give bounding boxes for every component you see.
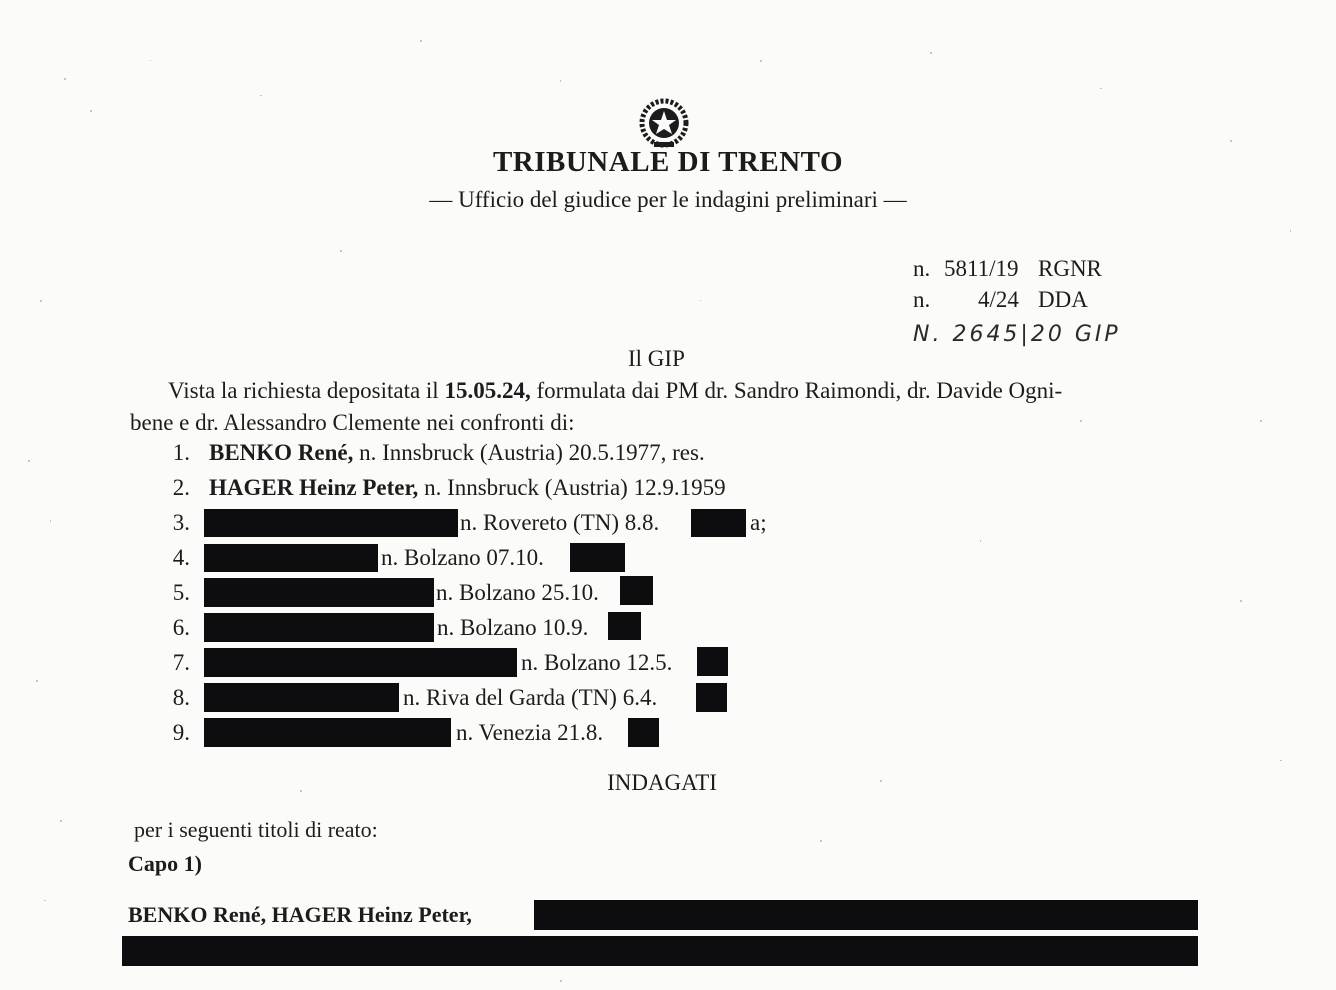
indagati-heading: INDAGATI [607,770,717,795]
redaction-block [628,718,659,747]
redaction-block [691,509,746,537]
redaction-block [204,544,378,572]
gip-title: Il GIP [628,346,685,371]
redaction-block [570,543,625,572]
charges-intro: per i seguenti titoli di reato: [134,817,378,842]
birth-details: n. Bolzano 07.10. [381,545,544,570]
suspect-name: BENKO René, [209,440,354,465]
birth-details: n. Rovereto (TN) 8.8. [460,510,660,535]
list-item-number: 7. [172,650,190,675]
dda-label: DDA [1038,287,1088,312]
dda-prefix: n. [913,287,931,312]
redaction-block [534,900,1198,930]
request-date: 15.05.24, [444,378,531,403]
list-item-number: 6. [172,615,190,640]
intro-line-2: bene e dr. Alessandro Clemente nei confronti di: [130,410,575,435]
dda-number: 4/24 [978,287,1019,312]
redaction-block [122,936,1198,966]
birth-details: n. Bolzano 25.10. [436,580,599,605]
birth-details: n. Venezia 21.8. [456,720,604,745]
redaction-block [204,509,458,537]
capo-names: BENKO René, HAGER Heinz Peter, [128,902,472,927]
redaction-block [204,578,434,607]
rgnr-prefix: n. [913,256,931,281]
list-item-number: 2. [172,475,190,500]
list-item-suffix: a; [750,510,767,535]
list-item-number: 4. [172,545,190,570]
list-item-number: 1. [172,440,190,465]
rgnr-label: RGNR [1038,256,1102,281]
redaction-block [696,683,727,712]
birth-details: n. Riva del Garda (TN) 6.4. [403,685,658,710]
redaction-block [608,612,641,640]
list-item: HAGER Heinz Peter, n. Innsbruck (Austria) 12.9.1959 [209,475,726,500]
redaction-block [697,647,728,676]
list-item: BENKO René, n. Innsbruck (Austria) 20.5.1977, res. [209,440,705,465]
italian-republic-emblem-icon [637,98,691,148]
redaction-block [204,648,517,677]
birth-details: n. Bolzano 10.9. [437,615,589,640]
list-item-number: 3. [172,510,190,535]
birth-details: n. Bolzano 12.5. [521,650,673,675]
capo-label: Capo 1) [128,851,202,876]
redaction-block [620,576,653,605]
redaction-block [204,683,399,712]
gip-handwritten-number: N. 2645|20 GIP [913,322,1121,347]
intro-line-1: Vista la richiesta depositata il 15.05.24, formulata dai PM dr. Sandro Raimondi, dr. Davide Ogni- [168,378,1063,403]
list-item-number: 5. [172,580,190,605]
list-item-number: 9. [172,720,190,745]
redaction-block [204,613,434,642]
court-name: TRIBUNALE DI TRENTO [492,146,844,178]
list-item-number: 8. [172,685,190,710]
court-office: — Ufficio del giudice per le indagini preliminari — [429,187,907,212]
rgnr-number: 5811/19 [944,256,1019,281]
suspect-name: HAGER Heinz Peter, [209,475,419,500]
redaction-block [204,718,451,747]
